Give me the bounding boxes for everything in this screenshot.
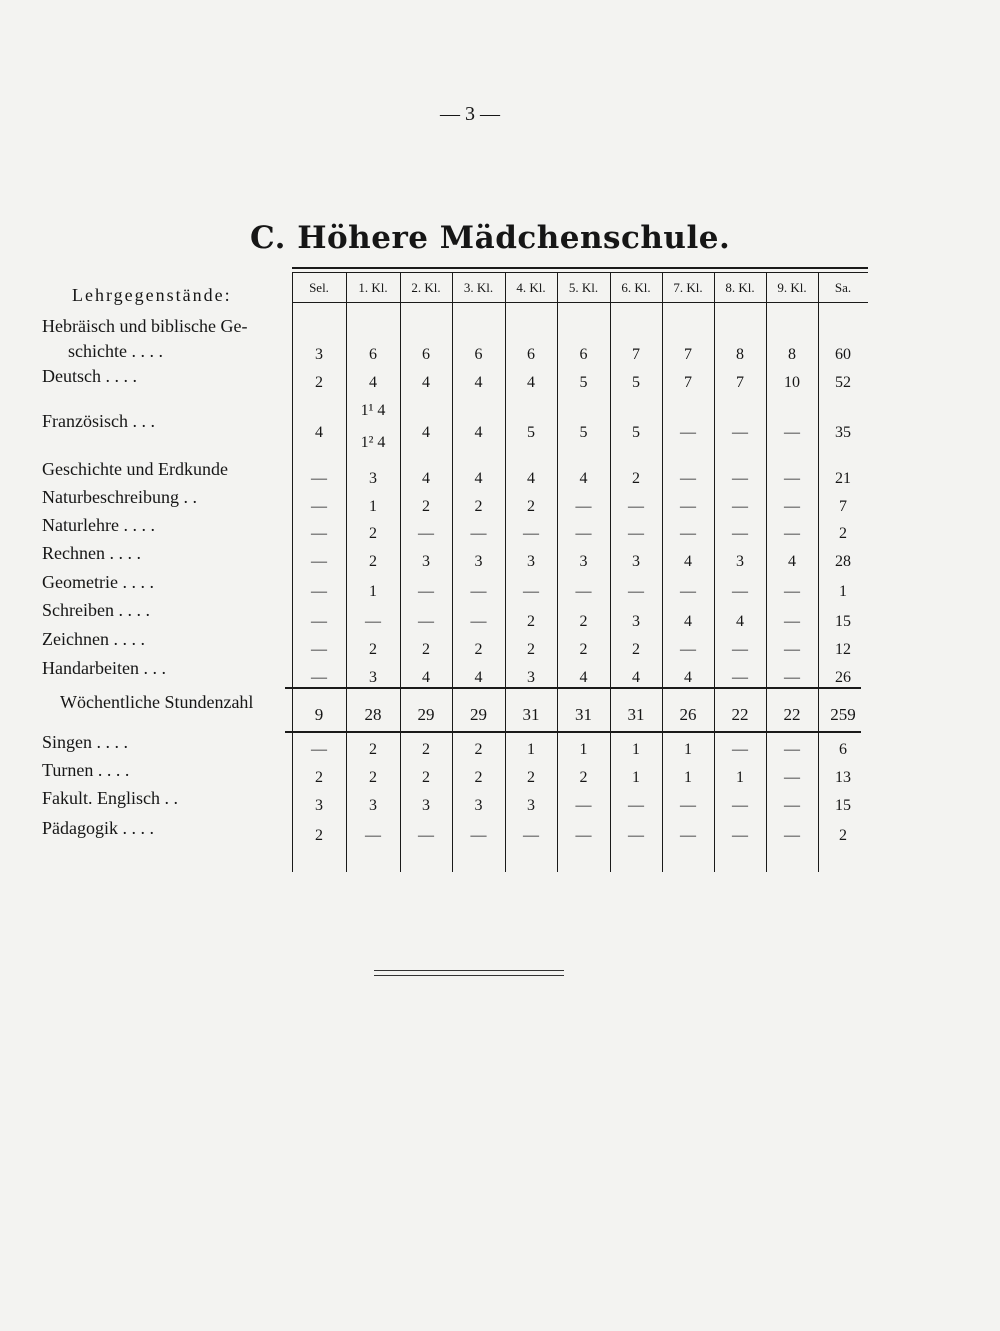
table-cell: —	[784, 641, 800, 658]
total-cell: 28	[364, 705, 382, 724]
table-cell: 4	[527, 374, 535, 391]
table-cell: —	[784, 470, 800, 487]
table-cell: 21	[835, 470, 851, 487]
total-cell: 29	[470, 705, 487, 724]
table-cell: 4	[422, 424, 430, 441]
table-cell: 2	[474, 641, 483, 658]
table-cell: —	[365, 613, 381, 630]
extra-cell: 2	[474, 741, 483, 758]
table-cell: 35	[835, 424, 851, 441]
table-cell: 8	[736, 346, 744, 363]
column-header: 8. Kl.	[725, 280, 755, 295]
table-cell: 4	[474, 424, 483, 441]
extra-cell: 2	[315, 769, 323, 786]
row-label: Rechnen . . . .	[42, 543, 141, 563]
table-cell: 2	[422, 498, 430, 515]
extra-cell: 2	[369, 741, 377, 758]
extra-cell: 2	[369, 769, 377, 786]
header-bottom-rule	[292, 302, 868, 303]
extra-cell: 2	[579, 769, 588, 786]
column-header: 7. Kl.	[673, 280, 703, 295]
total-cell: 22	[783, 705, 801, 724]
table-cell: 4	[474, 374, 483, 391]
table-cell: 2	[315, 374, 323, 391]
total-cell: 31	[575, 705, 592, 724]
extra-cell: 3	[369, 797, 377, 814]
table-cell: —	[523, 583, 539, 600]
table-cell: —	[311, 553, 327, 570]
table-cell: —	[311, 669, 327, 686]
table-cell: —	[732, 641, 748, 658]
table-cell: 6	[474, 346, 483, 363]
table-cell: —	[575, 498, 592, 515]
extra-cell: 1	[632, 769, 640, 786]
table-cell: —	[523, 525, 539, 542]
column-header: 6. Kl.	[621, 280, 651, 295]
subject-heading: Lehrgegenstände:	[72, 285, 232, 305]
extra-cell: —	[784, 797, 800, 814]
total-cell: 259	[830, 705, 856, 724]
table-cell: —	[628, 498, 644, 515]
table-cell: —	[680, 525, 696, 542]
table-cell: 1	[839, 583, 847, 600]
row-label: Geschichte und Erdkunde	[42, 459, 228, 479]
table-cell: 8	[788, 346, 796, 363]
extra-cell: —	[628, 827, 644, 844]
table-cell: 2	[369, 525, 377, 542]
row-label: Französisch . . .	[42, 411, 155, 431]
extra-row-label: Fakult. Englisch . .	[42, 788, 178, 808]
extra-row-label: Singen . . . .	[42, 732, 129, 752]
table-cell: 10	[784, 374, 800, 391]
total-cell: 9	[314, 705, 324, 724]
table-cell: 4	[422, 374, 430, 391]
table-cell: 4	[422, 470, 430, 487]
extra-cell: 15	[835, 797, 851, 814]
table-cell: 4	[579, 470, 588, 487]
column-header: Sel.	[309, 280, 329, 295]
table-cell: —	[784, 613, 800, 630]
table-cell: 2	[839, 525, 847, 542]
table-cell: 3	[422, 553, 430, 570]
column-header: 4. Kl.	[516, 280, 546, 295]
extra-cell: —	[784, 827, 800, 844]
table-cell: 6	[527, 346, 535, 363]
table-cell: 1	[369, 498, 377, 515]
table-cell: 3	[632, 553, 640, 570]
extra-cell: —	[732, 827, 748, 844]
table-cell: 26	[835, 669, 851, 686]
table-cell: —	[784, 669, 800, 686]
table-cell: —	[470, 583, 487, 600]
table-cell: 2	[579, 641, 588, 658]
extra-cell: 3	[474, 797, 483, 814]
extra-cell: 1	[579, 741, 588, 758]
extra-cell: —	[470, 827, 487, 844]
extra-cell: 1	[684, 741, 692, 758]
extra-cell: 1	[684, 769, 692, 786]
extra-cell: —	[523, 827, 539, 844]
total-cell: 22	[731, 705, 749, 724]
table-cell: —	[680, 470, 696, 487]
table-cell: 5	[632, 424, 640, 441]
table-cell: 5	[579, 424, 588, 441]
table-cell: 4	[527, 470, 535, 487]
total-cell: 26	[679, 705, 697, 724]
row-label: Handarbeiten . . .	[42, 658, 166, 678]
table-cell: 4	[684, 553, 692, 570]
table-cell: 4	[736, 613, 744, 630]
extra-cell: —	[628, 797, 644, 814]
table-cell: —	[732, 669, 748, 686]
total-label: Wöchentliche Stundenzahl	[60, 692, 254, 712]
table-cell-split: 1¹ 4	[360, 402, 386, 419]
page-title: C. Höhere Mädchenschule.	[250, 220, 731, 256]
table-cell: —	[680, 424, 696, 441]
table-cell: 4	[684, 669, 692, 686]
table-cell: 3	[632, 613, 640, 630]
page-number: — 3 —	[440, 103, 500, 125]
column-header: Sa.	[834, 280, 852, 295]
table-cell: 60	[835, 346, 851, 363]
table-cell: —	[470, 613, 487, 630]
row-label: Geometrie . . . .	[42, 572, 154, 592]
closing-rule-2	[374, 975, 564, 976]
table-cell: 7	[684, 374, 692, 391]
extra-cell: 2	[315, 827, 323, 844]
table-cell: —	[680, 498, 696, 515]
extra-cell: —	[784, 741, 800, 758]
extra-cell: 3	[422, 797, 430, 814]
table-cell: 2	[369, 641, 377, 658]
table-cell: 2	[527, 498, 535, 515]
column-header: 5. Kl.	[568, 280, 599, 295]
table-cell: 4	[474, 669, 483, 686]
table-cell: —	[732, 424, 748, 441]
table-cell: —	[418, 525, 434, 542]
extra-cell: —	[680, 797, 696, 814]
column-header: 9. Kl.	[777, 280, 807, 295]
table-cell: 3	[315, 346, 323, 363]
extra-cell: 1	[527, 741, 535, 758]
table-cell-split: 1² 4	[360, 434, 386, 451]
extra-cell: 2	[527, 769, 535, 786]
table-cell: 2	[369, 553, 377, 570]
table-cell: —	[628, 583, 644, 600]
table-cell: 4	[684, 613, 692, 630]
table-cell: 5	[579, 374, 588, 391]
table-cell: 3	[736, 553, 744, 570]
extra-cell: —	[575, 827, 592, 844]
table-cell: 4	[474, 470, 483, 487]
table-cell: 5	[527, 424, 535, 441]
table-cell: —	[680, 641, 696, 658]
extra-cell: —	[732, 797, 748, 814]
total-cell: 29	[417, 705, 435, 724]
extra-cell: 13	[835, 769, 851, 786]
table-cell: —	[784, 525, 800, 542]
extra-cell: —	[680, 827, 696, 844]
extra-row-label: Turnen . . . .	[42, 760, 130, 780]
column-header: 1. Kl.	[358, 280, 388, 295]
row-label: Deutsch . . . .	[42, 366, 137, 386]
table-cell: —	[784, 424, 800, 441]
extra-cell: 3	[315, 797, 323, 814]
table-cell: 2	[422, 641, 430, 658]
table-cell: —	[680, 583, 696, 600]
row-label: Zeichnen . . . .	[42, 629, 145, 649]
table-cell: 6	[579, 346, 588, 363]
total-bottom-rule	[285, 731, 861, 733]
table-cell: —	[732, 525, 748, 542]
table-cell: 3	[369, 470, 377, 487]
table-cell: 4	[579, 669, 588, 686]
table-cell: 2	[632, 641, 640, 658]
table-cell: 3	[527, 669, 535, 686]
column-header: 2. Kl.	[411, 280, 441, 295]
column-header: 3. Kl.	[463, 280, 494, 295]
table-cell: 2	[527, 641, 535, 658]
extra-cell: 2	[422, 769, 430, 786]
table-cell: 1	[369, 583, 377, 600]
extra-row-label: Pädagogik . . . .	[42, 818, 154, 838]
table-cell: 7	[632, 346, 640, 363]
extra-cell: —	[311, 741, 327, 758]
table-cell: 2	[579, 613, 588, 630]
table-cell: —	[311, 641, 327, 658]
table-cell: —	[470, 525, 487, 542]
table-cell: 6	[422, 346, 430, 363]
row-label: Schreiben . . . .	[42, 600, 150, 620]
column-divider	[346, 272, 347, 872]
table-cell: 3	[579, 553, 588, 570]
table-cell: 3	[527, 553, 535, 570]
table-cell: 4	[369, 374, 377, 391]
table-cell: —	[575, 525, 592, 542]
table-cell: —	[575, 583, 592, 600]
table-cell: —	[311, 613, 327, 630]
column-divider	[292, 272, 293, 872]
total-cell: 31	[627, 705, 645, 724]
table-cell: 7	[839, 498, 847, 515]
table-cell: 2	[474, 498, 483, 515]
extra-cell: 1	[736, 769, 744, 786]
row-label: Naturbeschreibung . .	[42, 487, 197, 507]
table-cell: 7	[736, 374, 744, 391]
table-cell: 3	[474, 553, 483, 570]
table-cell: —	[732, 498, 748, 515]
table-cell: 28	[835, 553, 851, 570]
table-cell: 2	[632, 470, 640, 487]
table-cell: 52	[835, 374, 851, 391]
table-cell: 4	[788, 553, 796, 570]
extra-cell: —	[575, 797, 592, 814]
table-cell: 3	[369, 669, 377, 686]
extra-cell: 1	[632, 741, 640, 758]
table-cell: 2	[527, 613, 535, 630]
extra-cell: —	[365, 827, 381, 844]
table-cell: —	[732, 470, 748, 487]
table-cell: 6	[369, 346, 377, 363]
row-label: Naturlehre . . . .	[42, 515, 155, 535]
row-label-cont: schichte . . . .	[68, 341, 163, 361]
table-cell: —	[311, 583, 327, 600]
header-top-rule-2	[292, 272, 868, 273]
table-cell: 4	[632, 669, 640, 686]
extra-cell: 2	[422, 741, 430, 758]
table-cell: —	[311, 498, 327, 515]
header-top-rule	[292, 267, 868, 269]
table-cell: 4	[315, 424, 323, 441]
row-label: Hebräisch und biblische Ge-	[42, 316, 248, 336]
table-cell: 7	[684, 346, 692, 363]
extra-cell: 2	[474, 769, 483, 786]
closing-rule	[374, 970, 564, 971]
table-cell: 4	[422, 669, 430, 686]
table-cell: —	[628, 525, 644, 542]
total-top-rule	[285, 687, 861, 689]
table-cell: —	[784, 498, 800, 515]
extra-cell: —	[732, 741, 748, 758]
extra-cell: 3	[527, 797, 535, 814]
extra-cell: 6	[839, 741, 847, 758]
extra-cell: —	[418, 827, 434, 844]
table-cell: —	[418, 583, 434, 600]
extra-cell: 2	[839, 827, 847, 844]
extra-cell: —	[784, 769, 800, 786]
table-cell: —	[784, 583, 800, 600]
table-cell: —	[418, 613, 434, 630]
table-cell: —	[311, 525, 327, 542]
table-cell: —	[732, 583, 748, 600]
table-cell: 15	[835, 613, 851, 630]
table-cell: 12	[835, 641, 851, 658]
table-cell: —	[311, 470, 327, 487]
total-cell: 31	[522, 705, 540, 724]
table-cell: 5	[632, 374, 640, 391]
